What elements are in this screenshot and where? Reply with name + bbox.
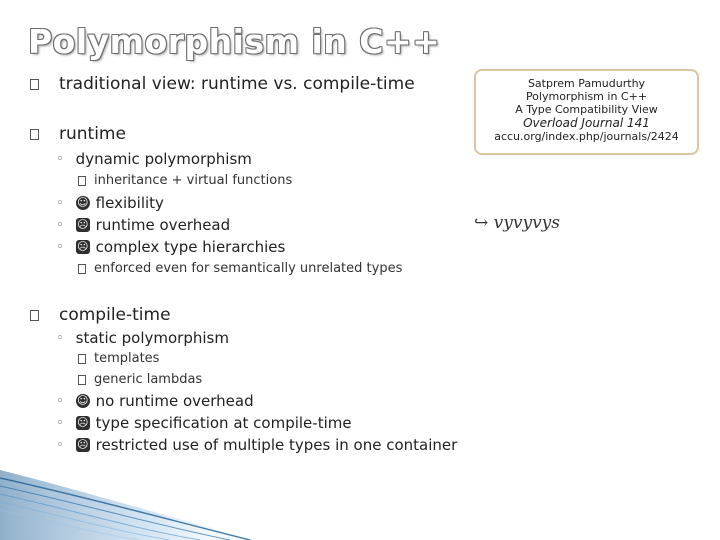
arrow-note: ↪ vyvyvys xyxy=(474,213,560,233)
circle-bullet-icon: ◦ xyxy=(56,217,64,233)
square-bullet-icon xyxy=(30,129,39,140)
bullet-no-runtime-overhead xyxy=(56,392,254,410)
bullet-traditional-view xyxy=(30,74,415,94)
bullet-runtime xyxy=(30,124,126,144)
reference-url-link[interactable]: accu.org/index.php/journals/2424 xyxy=(494,130,679,143)
bullet-text: restricted use of multiple types in one container xyxy=(95,436,458,454)
bullet-dynamic-polymorphism xyxy=(56,150,252,168)
bullet-enforced xyxy=(78,261,402,276)
bullet-text: templates xyxy=(94,351,160,366)
square-bullet-icon xyxy=(78,264,86,274)
square-bullet-icon xyxy=(78,176,86,186)
circle-bullet-icon: ◦ xyxy=(56,151,64,167)
smiley-icon: ☺ xyxy=(76,394,89,407)
frowny-icon: ☹ xyxy=(76,218,89,231)
bullet-text: flexibility xyxy=(95,194,164,212)
reference-title: Polymorphism in C++ xyxy=(525,90,648,103)
bullet-runtime-overhead xyxy=(56,216,230,234)
reference-subtitle: A Type Compatibility View xyxy=(515,103,658,116)
bullet-text: generic lambdas xyxy=(94,372,203,387)
square-bullet-icon xyxy=(30,310,39,321)
bullet-static-polymorphism xyxy=(56,329,229,347)
bullet-text: traditional view: runtime vs. compile-time xyxy=(59,74,415,94)
circle-bullet-icon: ◦ xyxy=(56,195,64,211)
bullet-text: inheritance + virtual functions xyxy=(94,173,293,188)
circle-bullet-icon: ◦ xyxy=(56,437,64,453)
bullet-type-specification xyxy=(56,414,352,432)
bullet-complex-type-hierarchies xyxy=(56,238,285,256)
circle-bullet-icon: ◦ xyxy=(56,393,64,409)
bullet-text: runtime xyxy=(59,124,126,144)
bullet-inheritance xyxy=(78,173,292,188)
bullet-text: static polymorphism xyxy=(75,329,229,347)
circle-bullet-icon: ◦ xyxy=(56,415,64,431)
smiley-icon: ☺ xyxy=(76,196,89,209)
bullet-text: compile-time xyxy=(59,305,171,325)
square-bullet-icon xyxy=(30,79,39,90)
bullet-flexibility xyxy=(56,194,164,212)
square-bullet-icon xyxy=(78,375,86,385)
bullet-text: complex type hierarchies xyxy=(95,238,286,256)
reference-box xyxy=(474,69,699,155)
square-bullet-icon xyxy=(78,354,86,364)
bullet-compile-time xyxy=(30,305,171,325)
bullet-text: no runtime overhead xyxy=(95,392,254,410)
frowny-icon: ☹ xyxy=(76,438,89,451)
bullet-templates xyxy=(78,351,159,366)
bullet-generic-lambdas xyxy=(78,372,202,387)
decorative-swoosh xyxy=(0,450,720,540)
bullet-text: type specification at compile-time xyxy=(95,414,352,432)
frowny-icon: ☹ xyxy=(76,240,89,253)
circle-bullet-icon: ◦ xyxy=(56,330,64,346)
slide-title: Polymorphism in C++ xyxy=(28,22,441,61)
bullet-text: enforced even for semantically unrelated types xyxy=(94,261,403,276)
circle-bullet-icon: ◦ xyxy=(56,239,64,255)
bullet-text: dynamic polymorphism xyxy=(75,150,252,168)
reference-author: Satprem Pamudurthy xyxy=(527,77,646,90)
bullet-text: runtime overhead xyxy=(95,216,231,234)
reference-journal: Overload Journal 141 xyxy=(523,116,650,130)
frowny-icon: ☹ xyxy=(76,416,89,429)
